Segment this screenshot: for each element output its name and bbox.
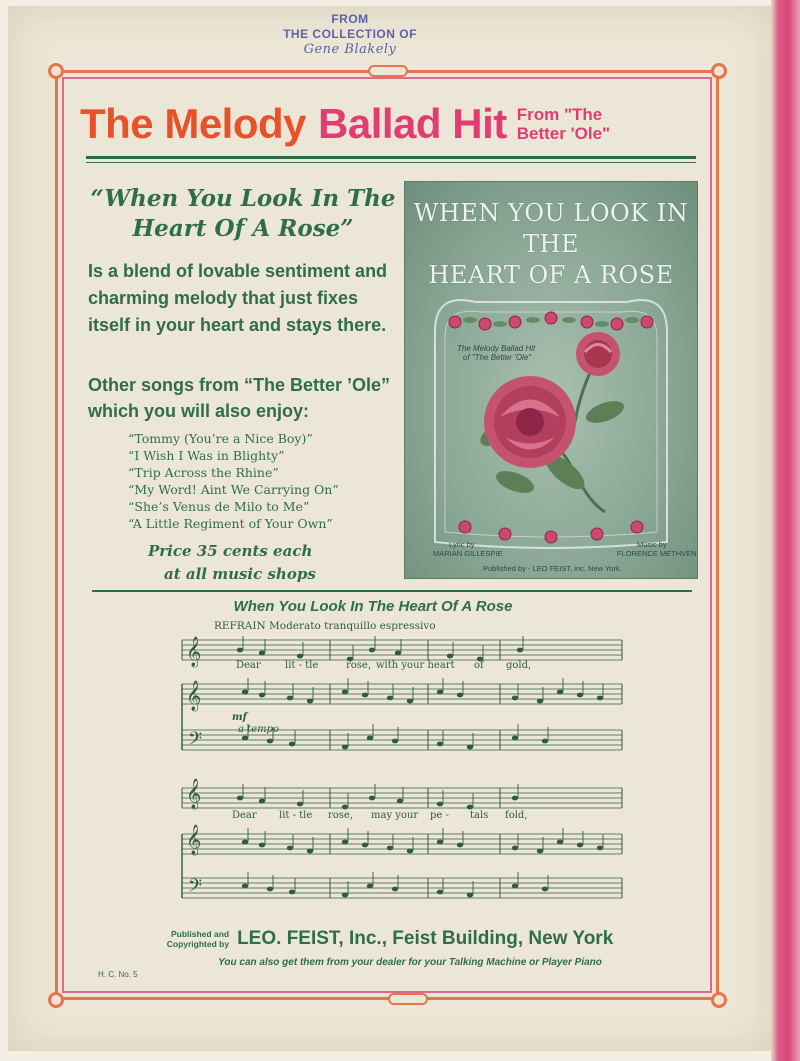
note-head — [297, 802, 303, 807]
note-head — [259, 799, 265, 804]
other-song-item: “Tommy (You’re a Nice Boy)” — [128, 431, 313, 446]
note-head — [437, 742, 443, 747]
note-head — [342, 805, 348, 810]
note-head — [242, 690, 248, 695]
note-head — [367, 736, 373, 741]
catalog-number: H. C. No. 5 — [98, 970, 138, 979]
published-label-2: Copyrighted by — [166, 939, 230, 949]
note-head — [287, 846, 293, 851]
note-head — [397, 799, 403, 804]
cover-music-label: Music by — [637, 540, 667, 549]
tempo-marking: a tempo — [238, 724, 279, 735]
note-head — [512, 846, 518, 851]
published-label-1: Published and — [170, 929, 230, 939]
lyric-word: may your — [371, 810, 419, 821]
note-head — [392, 887, 398, 892]
note-head — [342, 840, 348, 845]
note-head — [267, 739, 273, 744]
lyric-word: fold, — [505, 810, 528, 821]
note-head — [395, 651, 401, 656]
note-head — [289, 742, 295, 747]
note-head — [577, 693, 583, 698]
lyric-word: lit - tle — [279, 810, 313, 821]
dealer-note: You can also get them from your dealer for your Talking Machine or Player Piano — [218, 957, 602, 968]
note-head — [342, 893, 348, 898]
clef-glyph: 𝄞 — [186, 681, 202, 711]
note-head — [537, 849, 543, 854]
note-head — [512, 884, 518, 889]
song-title-line-2: Heart Of A Rose” — [132, 215, 354, 242]
stamp-signature: Gene Blakely — [303, 42, 397, 57]
cover-subtitle-line-1: The Melody Ballad Hit — [457, 344, 536, 353]
note-head — [457, 693, 463, 698]
note-head — [242, 840, 248, 845]
note-head — [597, 696, 603, 701]
lyric-word: tals — [470, 810, 489, 821]
note-head — [557, 840, 563, 845]
cover-music-name: FLORENCE METHVEN — [617, 549, 697, 558]
other-song-item: “My Word! Aint We Carrying On” — [128, 482, 339, 497]
note-head — [362, 693, 368, 698]
note-head — [467, 805, 473, 810]
lyric-word: of — [474, 660, 484, 671]
cover-title-line-1: WHEN YOU LOOK IN THE — [413, 199, 689, 258]
note-head — [512, 736, 518, 741]
note-head — [369, 796, 375, 801]
clef-glyph: 𝄢 — [188, 876, 203, 901]
note-head — [407, 699, 413, 704]
other-song-item: “Trip Across the Rhine” — [128, 465, 279, 480]
price-line-1: Price 35 cents each — [148, 542, 313, 560]
note-head — [512, 796, 518, 801]
lyric-word: lit - tle — [285, 660, 319, 671]
note-head — [367, 884, 373, 889]
cover-title-line-2: HEART OF A ROSE — [428, 261, 674, 289]
note-head — [537, 699, 543, 704]
note-head — [437, 840, 443, 845]
note-head — [267, 887, 273, 892]
note-head — [467, 745, 473, 750]
note-head — [259, 693, 265, 698]
song-title-line-1: “When You Look In The — [90, 185, 396, 212]
note-head — [517, 648, 523, 653]
note-head — [542, 739, 548, 744]
note-head — [437, 802, 443, 807]
note-head — [237, 796, 243, 801]
note-head — [369, 648, 375, 653]
note-head — [342, 745, 348, 750]
clef-glyph: 𝄞 — [186, 825, 202, 855]
lyric-word: Dear — [236, 660, 261, 671]
note-head — [467, 893, 473, 898]
note-head — [242, 884, 248, 889]
cover-lyric-label: Lyric by — [449, 540, 475, 549]
cover-lyric-name: MARIAN GILLESPIE — [433, 549, 503, 558]
note-head — [259, 843, 265, 848]
clef-glyph: 𝄢 — [188, 729, 203, 754]
note-head — [307, 849, 313, 854]
cover-subtitle-line-2: of "The Better 'Ole" — [463, 353, 532, 362]
price-line-2: at all music shops — [164, 565, 316, 583]
cover-publisher: Published by - LEO FEIST, inc. New York. — [483, 564, 622, 573]
note-head — [362, 843, 368, 848]
note-head — [237, 648, 243, 653]
note-head — [287, 696, 293, 701]
lyric-word: rose, — [346, 660, 372, 671]
lyric-word: Dear — [232, 810, 257, 821]
headline-from-line-1: From "The — [516, 105, 603, 124]
published-label — [167, 929, 229, 949]
note-head — [289, 890, 295, 895]
stamp-line-1: FROM — [331, 12, 369, 26]
clef-glyph: 𝄞 — [186, 637, 202, 667]
other-songs-intro: Other songs from “The Better ’Ole” which you will also enjoy: — [88, 375, 391, 421]
lyric-word: gold, — [506, 660, 532, 671]
note-head — [577, 843, 583, 848]
refrain-marking: REFRAIN Moderato tranquillo espressivo — [214, 620, 436, 632]
headline-melody: The Melody — [80, 100, 307, 147]
note-head — [297, 654, 303, 659]
note-head — [542, 887, 548, 892]
lyric-word: rose, — [328, 810, 354, 821]
lyric-word: with your heart — [376, 660, 455, 671]
lyric-word: pe - — [430, 810, 449, 821]
other-song-item: “I Wish I Was in Blighty” — [128, 448, 285, 463]
note-head — [307, 699, 313, 704]
headline-from-line-2: Better 'Ole" — [516, 124, 611, 143]
note-head — [437, 890, 443, 895]
note-head — [242, 736, 248, 741]
note-head — [387, 696, 393, 701]
publisher-name: LEO. FEIST, Inc., Feist Building, New York — [237, 928, 614, 949]
stamp-line-2: THE COLLECTION OF — [283, 27, 417, 41]
note-head — [407, 849, 413, 854]
note-head — [597, 846, 603, 851]
note-head — [342, 690, 348, 695]
note-head — [387, 846, 393, 851]
song-blurb: Is a blend of lovable sentiment and charming melody that just fixes itself in your heart and stays there. — [88, 261, 388, 335]
headline-ballad-hit: Ballad Hit — [318, 100, 507, 147]
note-head — [392, 739, 398, 744]
note-head — [457, 843, 463, 848]
note-head — [512, 696, 518, 701]
clef-glyph: 𝄞 — [186, 779, 202, 809]
note-head — [447, 654, 453, 659]
note-head — [557, 690, 563, 695]
other-song-item: “A Little Regiment of Your Own” — [128, 516, 333, 531]
dynamic-marking: mf — [232, 712, 247, 723]
publisher-footer — [80, 924, 700, 954]
other-song-item: “She’s Venus de Milo to Me” — [128, 499, 310, 514]
music-title: When You Look In The Heart Of A Rose — [233, 598, 513, 615]
note-head — [437, 690, 443, 695]
note-head — [259, 651, 265, 656]
